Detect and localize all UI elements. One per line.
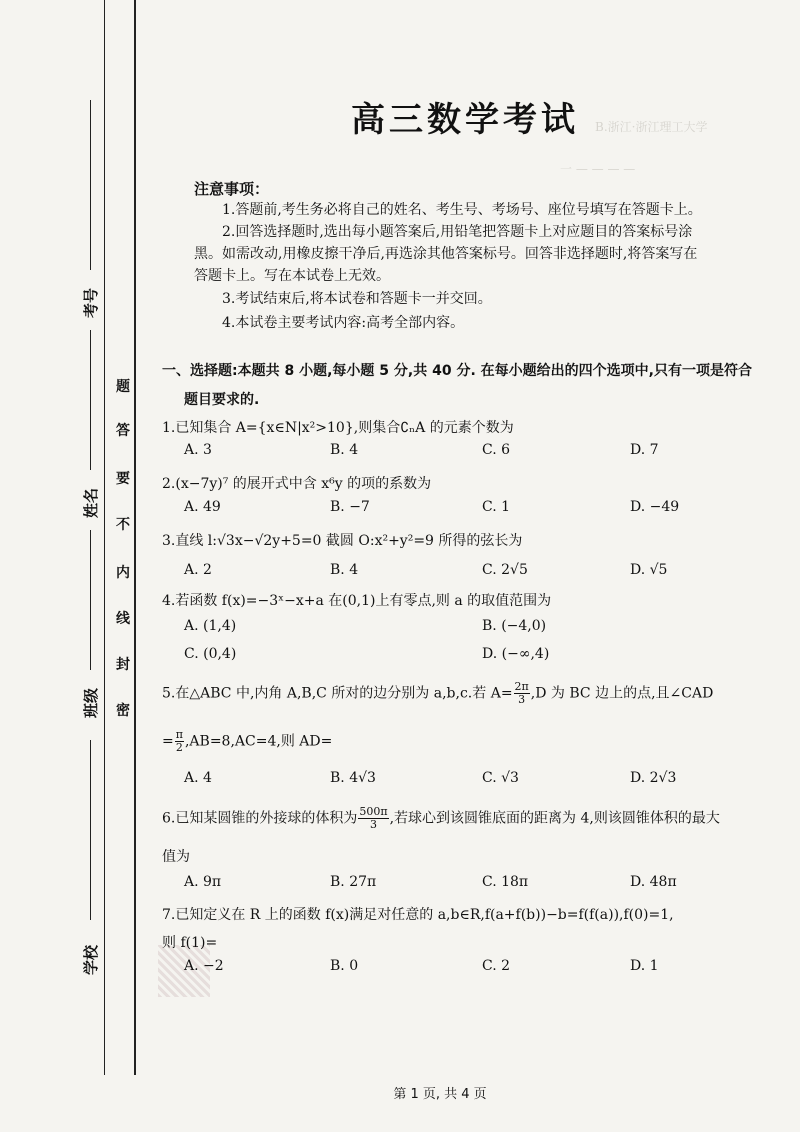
exam-title: 高三数学考试: [351, 100, 579, 140]
fraction-numerator: 500π: [359, 805, 388, 818]
notes-heading: 注意事项：: [194, 180, 270, 198]
fraction: [514, 681, 530, 706]
question-5-stem: [162, 681, 713, 706]
question-7-option: C. 2: [482, 958, 511, 974]
note-2-cont: 黑。如需改动,用橡皮擦干净后,再选涂其他答案标号。回答非选择题时,将答案写在: [194, 246, 698, 262]
question-6-stem-cont: 值为: [162, 849, 190, 865]
label-xingming: 姓名: [82, 487, 100, 518]
fill-line-xingming: [90, 330, 91, 470]
question-1-option: C. 6: [482, 442, 511, 458]
seal-char: 密: [116, 703, 130, 719]
fraction: [175, 729, 184, 754]
seal-char: 答: [116, 423, 130, 439]
question-5-text: 5.在△ABC 中,内角 A,B,C 所对的边分别为 a,b,c.若 A=: [162, 685, 513, 702]
question-4-option: B. (−4,0): [482, 618, 547, 634]
fraction-denominator: 3: [369, 818, 377, 831]
binding-line: [134, 0, 136, 1075]
question-1-stem: 1.已知集合 A={x∈N|x²>10},则集合∁ₙA 的元素个数为: [162, 420, 514, 436]
question-2-stem: 2.(x−7y)⁷ 的展开式中含 x⁶y 的项的系数为: [162, 476, 432, 492]
fraction-numerator: π: [175, 728, 183, 741]
question-7-stem: 7.已知定义在 R 上的函数 f(x)满足对任意的 a,b∈R,f(a+f(b))−b=f(f(a)),f(0)=1,: [162, 907, 674, 923]
label-kaohao: 考号: [82, 287, 100, 318]
question-5-option: C. √3: [482, 770, 519, 786]
question-6-text: ,若球心到该圆锥底面的距离为 4,则该圆锥体积的最大: [389, 810, 720, 827]
question-6-option: D. 48π: [630, 874, 677, 890]
note-1: 1.答题前,考生务必将自己的姓名、考生号、考场号、座位号填写在答题卡上。: [222, 202, 702, 218]
question-5-option: B. 4√3: [330, 770, 376, 786]
question-4-option: C. (0,4): [184, 646, 237, 662]
question-5-option: D. 2√3: [630, 770, 677, 786]
question-4-option: D. (−∞,4): [482, 646, 550, 662]
question-5-option: A. 4: [184, 770, 212, 786]
question-5-text: ,D 为 BC 边上的点,且∠CAD: [530, 685, 714, 702]
note-2: 2.回答选择题时,选出每小题答案后,用铅笔把答题卡上对应题目的答案标号涂: [222, 224, 693, 240]
seal-char: 不: [116, 517, 130, 533]
question-3-option: C. 2√5: [482, 562, 528, 578]
section-heading: 一、选择题:本题共 8 小题,每小题 5 分,共 40 分. 在每小题给出的四个选项中,只有一项是符合: [162, 363, 752, 379]
question-7-option: A. −2: [184, 958, 224, 974]
question-2-option: B. −7: [330, 499, 370, 515]
label-banji: 班级: [82, 687, 100, 718]
question-2-option: D. −49: [630, 499, 680, 515]
page-footer: 第 1 页, 共 4 页: [393, 1087, 487, 1102]
question-4-stem: 4.若函数 f(x)=−3ˣ−x+a 在(0,1)上有零点,则 a 的取值范围为: [162, 593, 552, 609]
fill-line-xuexiao: [90, 740, 91, 920]
note-3: 3.考试结束后,将本试卷和答题卡一并交回。: [222, 291, 492, 307]
label-xuexiao: 学校: [82, 944, 100, 975]
question-1-option: D. 7: [630, 442, 659, 458]
question-6-text: 6.已知某圆锥的外接球的体积为: [162, 810, 358, 827]
section-heading-cont: 题目要求的.: [184, 392, 260, 408]
question-3-option: A. 2: [184, 562, 212, 578]
note-4: 4.本试卷主要考试内容:高考全部内容。: [222, 315, 465, 331]
bleed-through-text: B.浙江·浙江理工大学: [595, 120, 708, 134]
question-3-option: D. √5: [630, 562, 668, 578]
question-3-stem: 3.直线 l:√3x−√2y+5=0 截圆 O:x²+y²=9 所得的弦长为: [162, 533, 523, 549]
note-2-cont: 答题卡上。写在本试卷上无效。: [194, 268, 390, 284]
fraction: [358, 806, 388, 831]
seal-char: 线: [116, 611, 130, 627]
question-7-option: D. 1: [630, 958, 659, 974]
fraction-denominator: 3: [518, 693, 526, 706]
bleed-through-text: 一 — — — —: [560, 162, 636, 176]
question-3-option: B. 4: [330, 562, 359, 578]
question-7-stem-cont: 则 f(1)=: [162, 935, 218, 951]
seal-char: 题: [116, 379, 130, 395]
seal-char: 内: [116, 565, 130, 581]
fraction-denominator: 2: [175, 741, 183, 754]
question-1-option: A. 3: [184, 442, 212, 458]
question-5-text: =: [162, 733, 174, 750]
binding-line: [104, 0, 105, 1075]
question-7-option: B. 0: [330, 958, 359, 974]
question-6-option: B. 27π: [330, 874, 377, 890]
question-1-option: B. 4: [330, 442, 359, 458]
seal-char: 封: [116, 657, 130, 673]
question-5-text: ,AB=8,AC=4,则 AD=: [184, 733, 333, 750]
question-6-stem: [162, 806, 720, 831]
fill-line-banji: [90, 530, 91, 670]
question-2-option: C. 1: [482, 499, 511, 515]
question-4-option: A. (1,4): [184, 618, 237, 634]
question-6-option: A. 9π: [184, 874, 222, 890]
question-6-option: C. 18π: [482, 874, 529, 890]
question-2-option: A. 49: [184, 499, 221, 515]
fraction-numerator: 2π: [514, 680, 529, 693]
question-5-stem-cont: [162, 729, 332, 754]
seal-char: 要: [116, 471, 130, 487]
